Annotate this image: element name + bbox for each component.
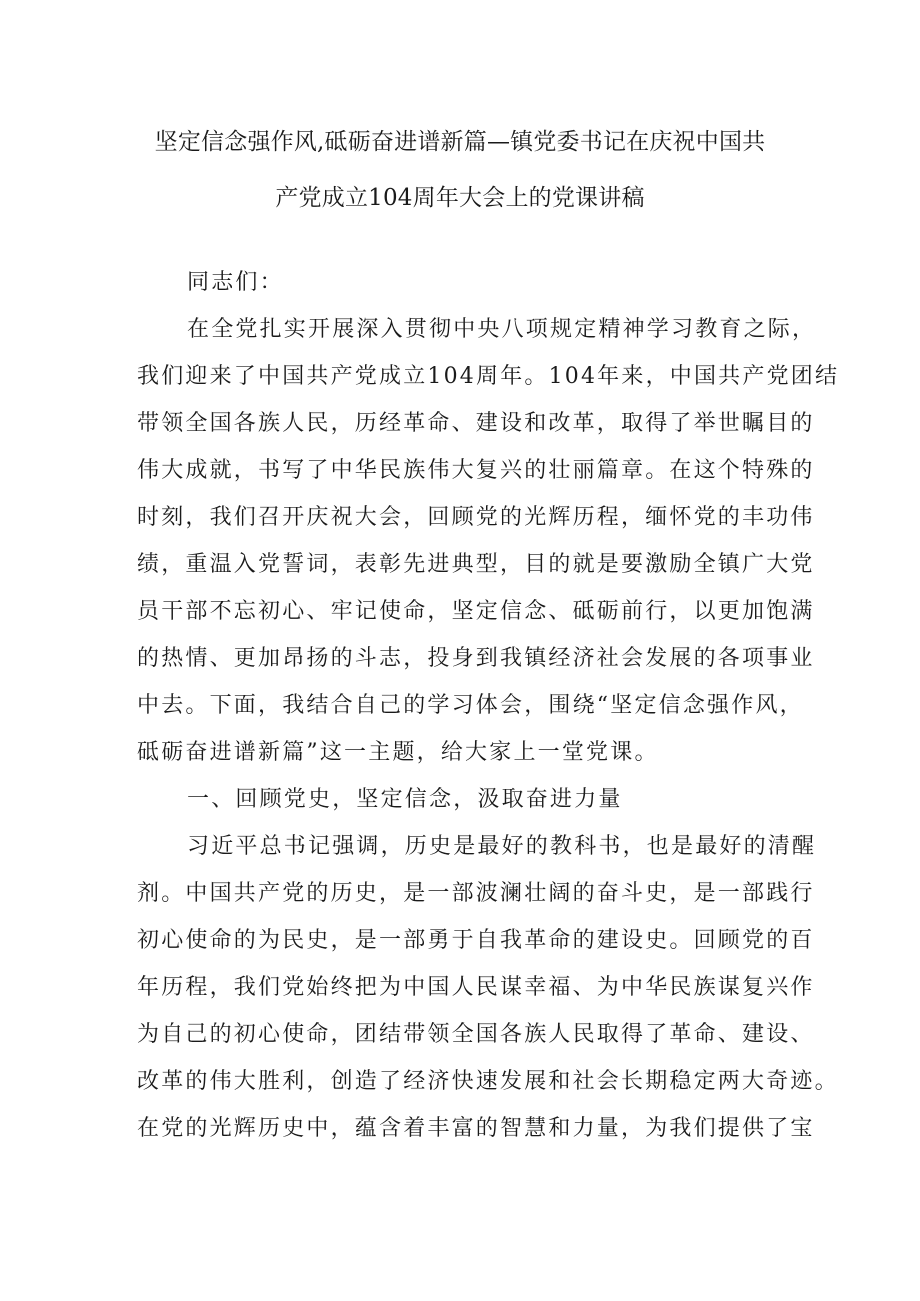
paragraph-line: 剂。中国共产党的历史，是一部波澜壮阔的奋斗史，是一部践行 [137, 881, 815, 906]
paragraph-line: 砥砺奋进谱新篇”这一主题，给大家上一堂党课。 [137, 740, 659, 765]
paragraph-line: 改革的伟大胜利，创造了经济快速发展和社会长期稳定两大奇迹。 [137, 1069, 839, 1094]
paragraph-line: 为自己的初心使命，团结带领全国各族人民取得了革命、建设、 [137, 1022, 815, 1047]
salutation: 同志们： [187, 270, 284, 295]
paragraph-line: 的热情、更加昂扬的斗志，投身到我镇经济社会发展的各项事业 [137, 646, 815, 671]
paragraph-line: 在全党扎实开展深入贯彻中央八项规定精神学习教育之际， [187, 317, 817, 342]
paragraph-line: 习近平总书记强调，历史是最好的教科书，也是最好的清醒 [187, 834, 817, 859]
paragraph-line: 绩，重温入党誓词，表彰先进典型，目的就是要激励全镇广大党 [137, 552, 815, 577]
paragraph-line: 在党的光辉历史中，蕴含着丰富的智慧和力量，为我们提供了宝 [137, 1116, 815, 1141]
paragraph-line: 年历程，我们党始终把为中国人民谋幸福、为中华民族谋复兴作 [137, 975, 815, 1000]
document-title-line-1: 坚定信念强作风,砥砺奋进谱新篇—镇党委书记在庆祝中国共 [154, 129, 766, 155]
paragraph-line: 带领全国各族人民，历经革命、建设和改革，取得了举世瞩目的 [137, 411, 815, 436]
paragraph-line: 员干部不忘初心、牢记使命，坚定信念、砥砺前行，以更加饱满 [137, 599, 815, 624]
section-heading: 一、回顾党史，坚定信念，汲取奋进力量 [187, 787, 623, 812]
paragraph-line: 时刻，我们召开庆祝大会，回顾党的光辉历程，缅怀党的丰功伟 [137, 505, 815, 530]
paragraph-line: 中去。下面，我结合自己的学习体会，围绕“坚定信念强作风， [137, 693, 804, 718]
paragraph-line: 伟大成就，书写了中华民族伟大复兴的壮丽篇章。在这个特殊的 [137, 458, 815, 483]
paragraph-line: 初心使命的为民史，是一部勇于自我革命的建设史。回顾党的百 [137, 928, 815, 953]
document-title-line-2: 产党成立104周年大会上的党课讲稿 [275, 185, 645, 211]
paragraph-line: 我们迎来了中国共产党成立104周年。104年来，中国共产党团结 [137, 364, 840, 389]
